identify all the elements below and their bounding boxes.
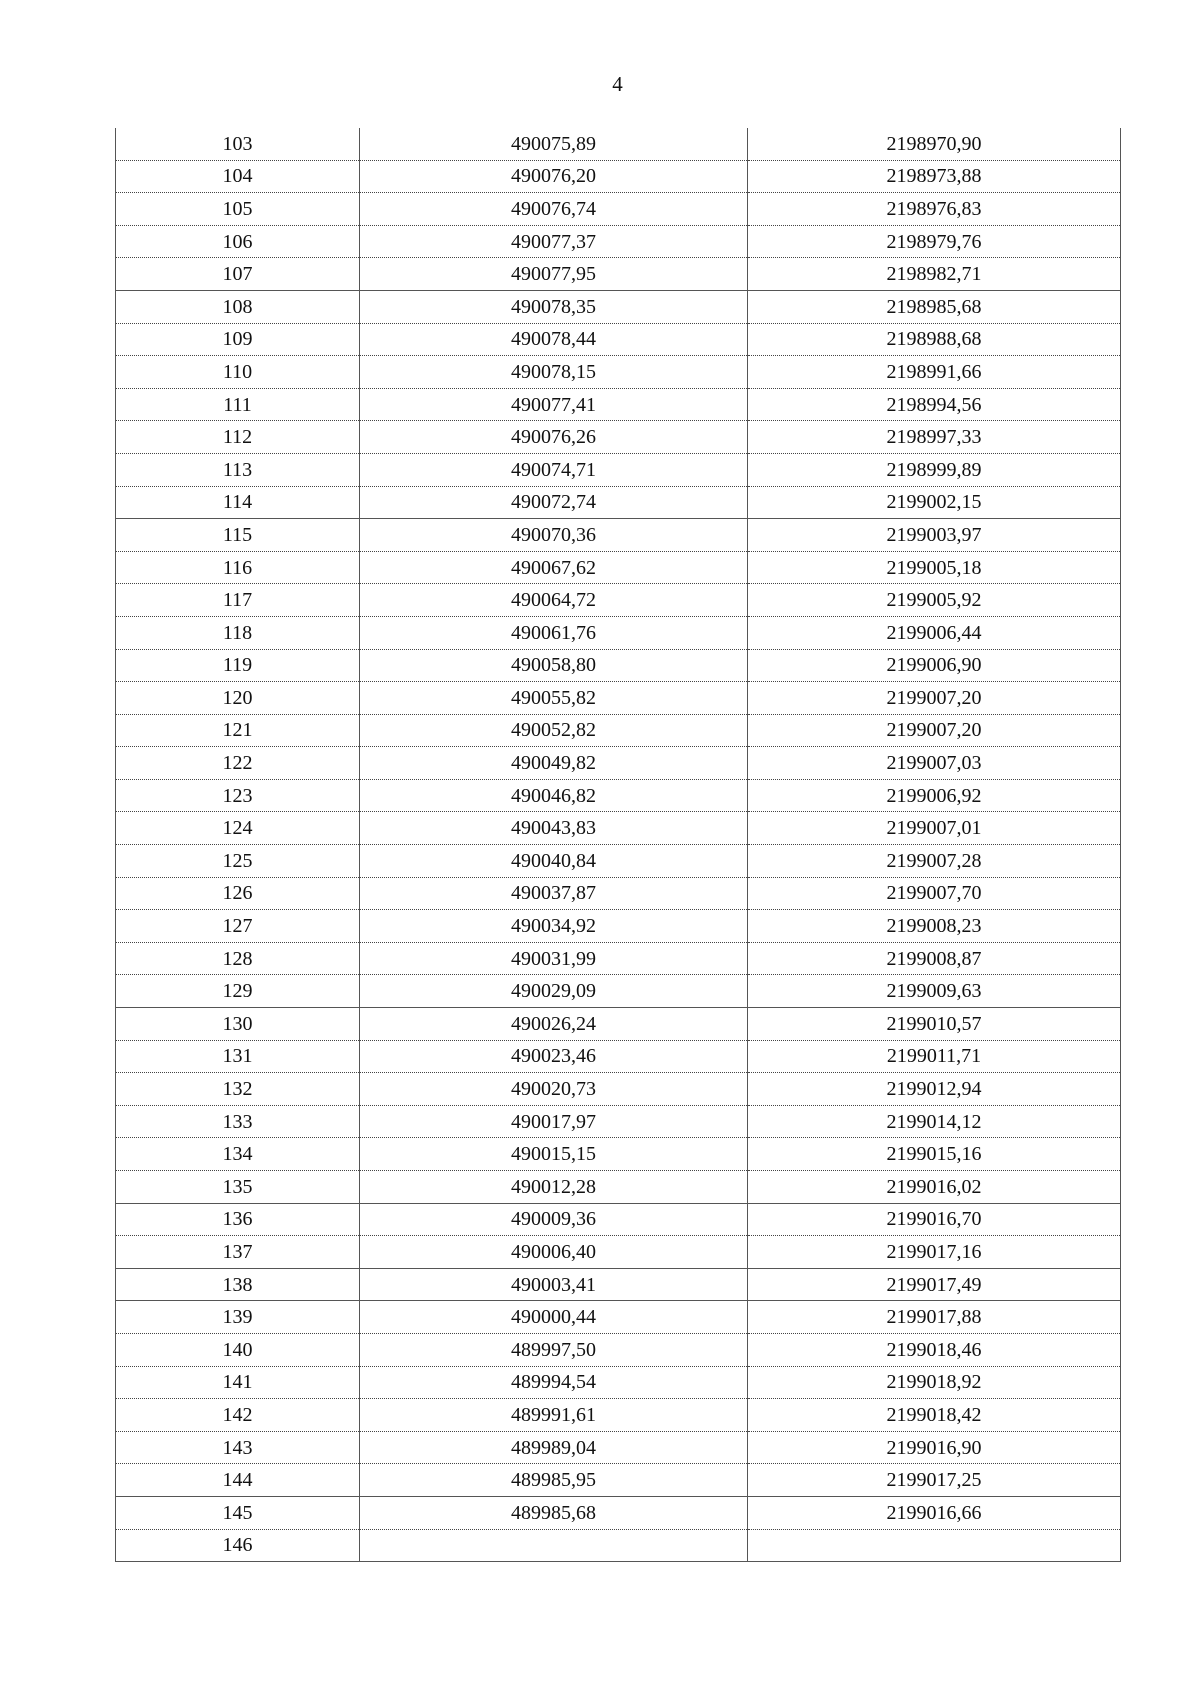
table-row — [116, 1008, 1121, 1041]
x-coordinate-cell: 490078,15 — [360, 356, 748, 389]
point-number-cell: 122 — [116, 747, 360, 780]
x-coordinate-cell: 489985,95 — [360, 1464, 748, 1497]
coordinates-table — [115, 128, 1121, 1562]
table-row — [116, 193, 1121, 226]
point-number-cell: 144 — [116, 1464, 360, 1497]
point-number-cell: 123 — [116, 779, 360, 812]
point-number-cell: 140 — [116, 1333, 360, 1366]
point-number-cell: 138 — [116, 1268, 360, 1301]
table-row — [116, 453, 1121, 486]
y-coordinate-cell: 2198999,89 — [748, 453, 1121, 486]
point-number-cell: 110 — [116, 356, 360, 389]
point-number-cell: 114 — [116, 486, 360, 519]
x-coordinate-cell: 490003,41 — [360, 1268, 748, 1301]
point-number-cell: 111 — [116, 388, 360, 421]
table-row — [116, 1040, 1121, 1073]
point-number-cell: 115 — [116, 519, 360, 552]
point-number-cell: 109 — [116, 323, 360, 356]
point-number-cell: 133 — [116, 1105, 360, 1138]
y-coordinate-cell: 2199009,63 — [748, 975, 1121, 1008]
table-row — [116, 1529, 1121, 1562]
x-coordinate-cell: 490037,87 — [360, 877, 748, 910]
x-coordinate-cell: 490000,44 — [360, 1301, 748, 1334]
point-number-cell: 119 — [116, 649, 360, 682]
x-coordinate-cell: 490009,36 — [360, 1203, 748, 1236]
y-coordinate-cell: 2199017,25 — [748, 1464, 1121, 1497]
x-coordinate-cell: 490015,15 — [360, 1138, 748, 1171]
table-row — [116, 486, 1121, 519]
point-number-cell: 146 — [116, 1529, 360, 1562]
table-row — [116, 1073, 1121, 1106]
table-row — [116, 290, 1121, 323]
y-coordinate-cell: 2199007,20 — [748, 682, 1121, 715]
point-number-cell: 118 — [116, 616, 360, 649]
x-coordinate-cell: 490061,76 — [360, 616, 748, 649]
y-coordinate-cell: 2199017,49 — [748, 1268, 1121, 1301]
point-number-cell: 124 — [116, 812, 360, 845]
point-number-cell: 108 — [116, 290, 360, 323]
table-row — [116, 877, 1121, 910]
table-row — [116, 942, 1121, 975]
x-coordinate-cell: 490074,71 — [360, 453, 748, 486]
y-coordinate-cell: 2199011,71 — [748, 1040, 1121, 1073]
table-row — [116, 551, 1121, 584]
y-coordinate-cell: 2199016,66 — [748, 1496, 1121, 1529]
table-row — [116, 421, 1121, 454]
x-coordinate-cell: 490031,99 — [360, 942, 748, 975]
table-row — [116, 519, 1121, 552]
y-coordinate-cell: 2199017,88 — [748, 1301, 1121, 1334]
y-coordinate-cell: 2199007,28 — [748, 845, 1121, 878]
y-coordinate-cell: 2199017,16 — [748, 1236, 1121, 1269]
y-coordinate-cell: 2198988,68 — [748, 323, 1121, 356]
y-coordinate-cell: 2198982,71 — [748, 258, 1121, 291]
table-row — [116, 1431, 1121, 1464]
y-coordinate-cell: 2199002,15 — [748, 486, 1121, 519]
x-coordinate-cell — [360, 1529, 748, 1562]
x-coordinate-cell: 490058,80 — [360, 649, 748, 682]
point-number-cell: 136 — [116, 1203, 360, 1236]
x-coordinate-cell: 490067,62 — [360, 551, 748, 584]
table-row — [116, 1496, 1121, 1529]
x-coordinate-cell: 490077,41 — [360, 388, 748, 421]
x-coordinate-cell: 490064,72 — [360, 584, 748, 617]
point-number-cell: 106 — [116, 225, 360, 258]
y-coordinate-cell: 2199007,70 — [748, 877, 1121, 910]
x-coordinate-cell: 490070,36 — [360, 519, 748, 552]
y-coordinate-cell: 2199018,92 — [748, 1366, 1121, 1399]
y-coordinate-cell: 2198994,56 — [748, 388, 1121, 421]
table-row — [116, 616, 1121, 649]
y-coordinate-cell: 2199005,92 — [748, 584, 1121, 617]
x-coordinate-cell: 489991,61 — [360, 1399, 748, 1432]
point-number-cell: 120 — [116, 682, 360, 715]
y-coordinate-cell: 2199007,20 — [748, 714, 1121, 747]
y-coordinate-cell: 2198970,90 — [748, 128, 1121, 160]
x-coordinate-cell: 490034,92 — [360, 910, 748, 943]
y-coordinate-cell: 2199003,97 — [748, 519, 1121, 552]
y-coordinate-cell: 2199006,92 — [748, 779, 1121, 812]
table-row — [116, 388, 1121, 421]
x-coordinate-cell: 489989,04 — [360, 1431, 748, 1464]
table-row — [116, 258, 1121, 291]
point-number-cell: 121 — [116, 714, 360, 747]
table-row — [116, 779, 1121, 812]
x-coordinate-cell: 489985,68 — [360, 1496, 748, 1529]
x-coordinate-cell: 490076,74 — [360, 193, 748, 226]
table-row — [116, 714, 1121, 747]
x-coordinate-cell: 490040,84 — [360, 845, 748, 878]
x-coordinate-cell: 490077,95 — [360, 258, 748, 291]
point-number-cell: 127 — [116, 910, 360, 943]
point-number-cell: 125 — [116, 845, 360, 878]
table-row — [116, 323, 1121, 356]
point-number-cell: 130 — [116, 1008, 360, 1041]
point-number-cell: 132 — [116, 1073, 360, 1106]
y-coordinate-cell: 2198973,88 — [748, 160, 1121, 193]
y-coordinate-cell: 2198991,66 — [748, 356, 1121, 389]
x-coordinate-cell: 490076,20 — [360, 160, 748, 193]
table-row — [116, 910, 1121, 943]
table-row — [116, 1203, 1121, 1236]
table-row — [116, 1236, 1121, 1269]
x-coordinate-cell: 490055,82 — [360, 682, 748, 715]
x-coordinate-cell: 489994,54 — [360, 1366, 748, 1399]
y-coordinate-cell: 2199016,70 — [748, 1203, 1121, 1236]
y-coordinate-cell: 2199007,03 — [748, 747, 1121, 780]
point-number-cell: 131 — [116, 1040, 360, 1073]
y-coordinate-cell: 2199018,42 — [748, 1399, 1121, 1432]
x-coordinate-cell: 490076,26 — [360, 421, 748, 454]
table-row — [116, 1366, 1121, 1399]
y-coordinate-cell: 2199014,12 — [748, 1105, 1121, 1138]
x-coordinate-cell: 490006,40 — [360, 1236, 748, 1269]
point-number-cell: 112 — [116, 421, 360, 454]
table-row — [116, 1333, 1121, 1366]
table-row — [116, 812, 1121, 845]
x-coordinate-cell: 490046,82 — [360, 779, 748, 812]
point-number-cell: 107 — [116, 258, 360, 291]
y-coordinate-cell: 2198979,76 — [748, 225, 1121, 258]
x-coordinate-cell: 490078,44 — [360, 323, 748, 356]
x-coordinate-cell: 490017,97 — [360, 1105, 748, 1138]
table-row — [116, 356, 1121, 389]
x-coordinate-cell: 490077,37 — [360, 225, 748, 258]
table-row — [116, 747, 1121, 780]
point-number-cell: 113 — [116, 453, 360, 486]
table-row — [116, 1268, 1121, 1301]
x-coordinate-cell: 490075,89 — [360, 128, 748, 160]
point-number-cell: 139 — [116, 1301, 360, 1334]
point-number-cell: 134 — [116, 1138, 360, 1171]
x-coordinate-cell: 489997,50 — [360, 1333, 748, 1366]
y-coordinate-cell: 2198997,33 — [748, 421, 1121, 454]
y-coordinate-cell: 2198976,83 — [748, 193, 1121, 226]
y-coordinate-cell: 2199018,46 — [748, 1333, 1121, 1366]
x-coordinate-cell: 490023,46 — [360, 1040, 748, 1073]
x-coordinate-cell: 490043,83 — [360, 812, 748, 845]
point-number-cell: 129 — [116, 975, 360, 1008]
x-coordinate-cell: 490049,82 — [360, 747, 748, 780]
point-number-cell: 104 — [116, 160, 360, 193]
table-row — [116, 845, 1121, 878]
y-coordinate-cell: 2199005,18 — [748, 551, 1121, 584]
y-coordinate-cell: 2198985,68 — [748, 290, 1121, 323]
point-number-cell: 142 — [116, 1399, 360, 1432]
x-coordinate-cell: 490072,74 — [360, 486, 748, 519]
table-row — [116, 128, 1121, 160]
y-coordinate-cell: 2199012,94 — [748, 1073, 1121, 1106]
point-number-cell: 135 — [116, 1171, 360, 1204]
x-coordinate-cell: 490029,09 — [360, 975, 748, 1008]
y-coordinate-cell: 2199008,23 — [748, 910, 1121, 943]
x-coordinate-cell: 490078,35 — [360, 290, 748, 323]
point-number-cell: 103 — [116, 128, 360, 160]
y-coordinate-cell: 2199016,90 — [748, 1431, 1121, 1464]
table-row — [116, 584, 1121, 617]
table-row — [116, 649, 1121, 682]
point-number-cell: 141 — [116, 1366, 360, 1399]
table-row — [116, 1171, 1121, 1204]
table-row — [116, 1105, 1121, 1138]
y-coordinate-cell: 2199006,90 — [748, 649, 1121, 682]
table-row — [116, 1301, 1121, 1334]
point-number-cell: 143 — [116, 1431, 360, 1464]
y-coordinate-cell: 2199006,44 — [748, 616, 1121, 649]
table-row — [116, 225, 1121, 258]
point-number-cell: 116 — [116, 551, 360, 584]
point-number-cell: 105 — [116, 193, 360, 226]
page-number: 4 — [612, 72, 623, 96]
point-number-cell: 128 — [116, 942, 360, 975]
point-number-cell: 126 — [116, 877, 360, 910]
x-coordinate-cell: 490052,82 — [360, 714, 748, 747]
x-coordinate-cell: 490020,73 — [360, 1073, 748, 1106]
table-row — [116, 975, 1121, 1008]
y-coordinate-cell: 2199016,02 — [748, 1171, 1121, 1204]
y-coordinate-cell: 2199015,16 — [748, 1138, 1121, 1171]
y-coordinate-cell — [748, 1529, 1121, 1562]
x-coordinate-cell: 490026,24 — [360, 1008, 748, 1041]
table-row — [116, 1138, 1121, 1171]
point-number-cell: 145 — [116, 1496, 360, 1529]
y-coordinate-cell: 2199008,87 — [748, 942, 1121, 975]
table-row — [116, 1464, 1121, 1497]
point-number-cell: 117 — [116, 584, 360, 617]
y-coordinate-cell: 2199010,57 — [748, 1008, 1121, 1041]
table-row — [116, 160, 1121, 193]
x-coordinate-cell: 490012,28 — [360, 1171, 748, 1204]
y-coordinate-cell: 2199007,01 — [748, 812, 1121, 845]
coordinates-table-body — [116, 128, 1121, 1562]
point-number-cell: 137 — [116, 1236, 360, 1269]
table-row — [116, 682, 1121, 715]
table-row — [116, 1399, 1121, 1432]
